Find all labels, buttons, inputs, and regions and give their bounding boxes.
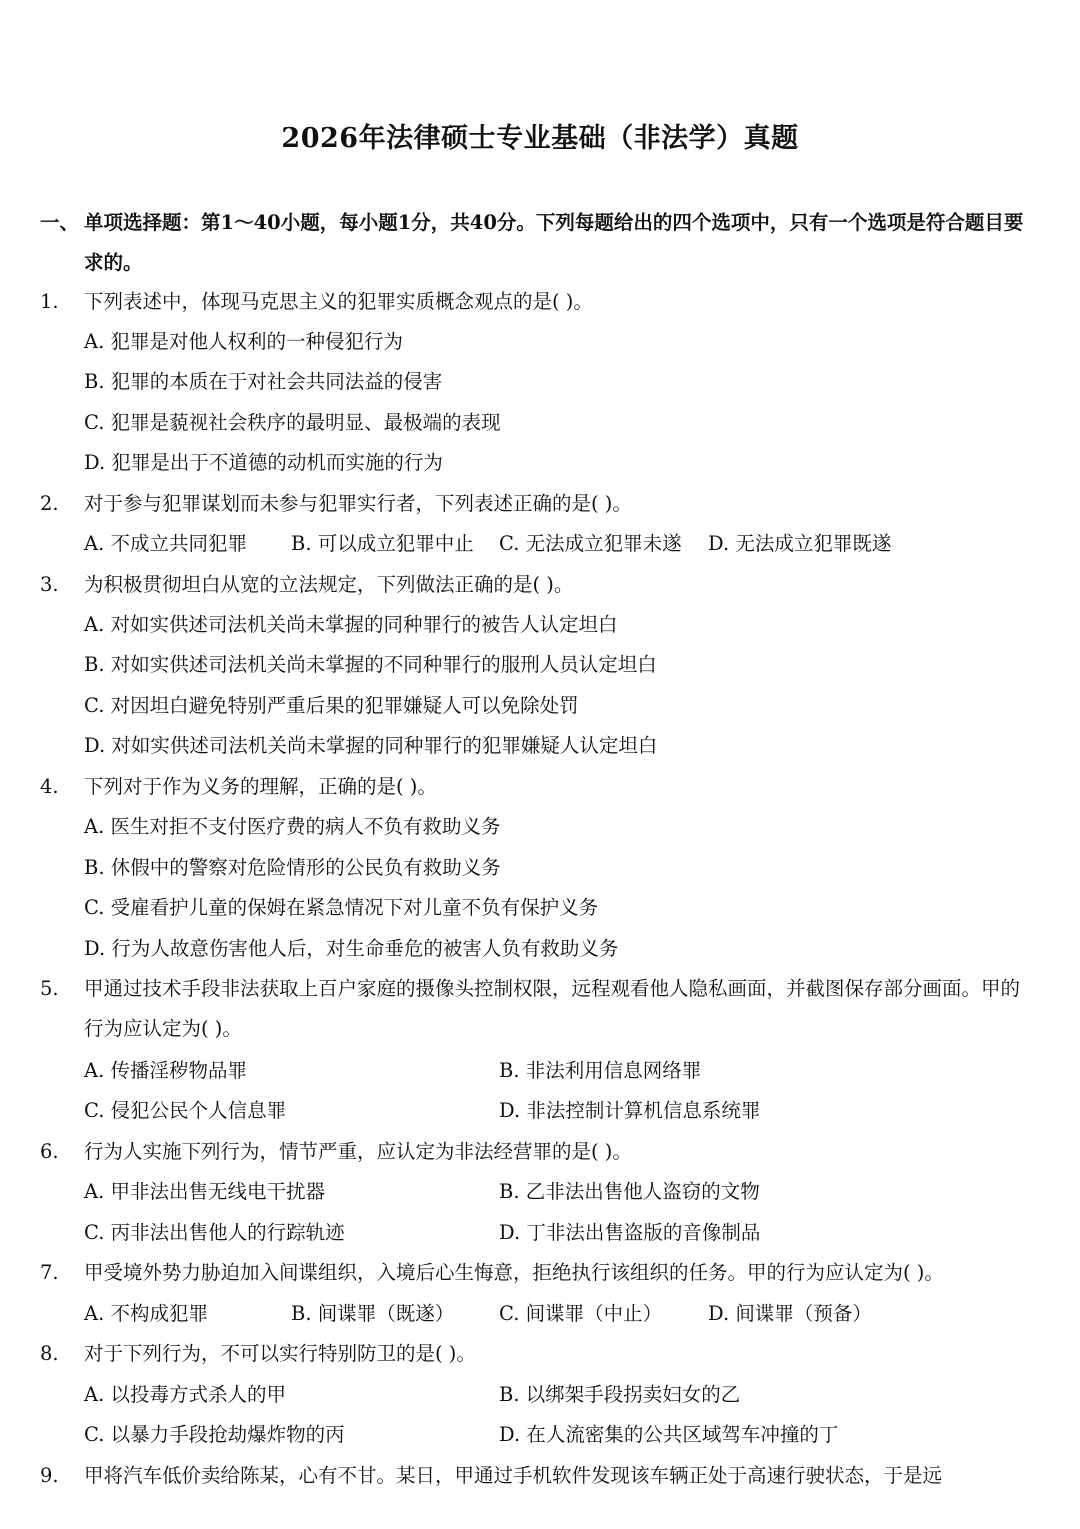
option-b: B. 非法利用信息网络罪	[499, 1059, 702, 1082]
option-c: C. 无法成立犯罪未遂	[499, 532, 682, 555]
question-text: 行为人实施下列行为，情节严重，应认定为非法经营罪的是( )。	[84, 1140, 632, 1163]
option-b: B. 休假中的警察对危险情形的公民负有救助义务	[84, 856, 501, 879]
option-b: B. 犯罪的本质在于对社会共同法益的侵害	[84, 370, 443, 393]
question-6	[40, 1132, 1030, 1172]
question-number: 2.	[40, 492, 59, 515]
option-a: A. 传播淫秽物品罪	[84, 1059, 247, 1082]
option-a: A. 不构成犯罪	[84, 1302, 208, 1325]
option-d: D. 在人流密集的公共区域驾车冲撞的丁	[499, 1423, 839, 1446]
question-4	[40, 767, 1030, 807]
option-c: C. 以暴力手段抢劫爆炸物的丙	[84, 1423, 345, 1446]
option-d: D. 间谍罪（预备）	[708, 1302, 872, 1325]
question-text: 下列表述中，体现马克思主义的犯罪实质概念观点的是( )。	[84, 290, 593, 313]
option-b: B. 乙非法出售他人盗窃的文物	[499, 1180, 760, 1203]
option-a: A. 犯罪是对他人权利的一种侵犯行为	[84, 330, 403, 353]
option-c: C. 受雇看护儿童的保姆在紧急情况下对儿童不负有保护义务	[84, 896, 599, 919]
question-number: 6.	[40, 1140, 59, 1163]
question-text: 下列对于作为义务的理解，正确的是( )。	[84, 775, 437, 798]
option-d: D. 丁非法出售盗版的音像制品	[499, 1221, 761, 1244]
question-number: 9.	[40, 1464, 59, 1487]
question-number: 8.	[40, 1342, 59, 1365]
page-title: 2026年法律硕士专业基础（非法学）真题	[281, 123, 799, 154]
question-9	[40, 1456, 1030, 1496]
option-d: D. 行为人故意伤害他人后，对生命垂危的被害人负有救助义务	[84, 937, 619, 960]
question-number: 1.	[40, 290, 59, 313]
option-a: A. 不成立共同犯罪	[84, 532, 247, 555]
option-c: C. 侵犯公民个人信息罪	[84, 1099, 287, 1122]
option-a: A. 医生对拒不支付医疗费的病人不负有救助义务	[84, 815, 501, 838]
question-number: 3.	[40, 573, 59, 596]
option-b: B. 对如实供述司法机关尚未掌握的不同种罪行的服刑人员认定坦白	[84, 653, 657, 676]
question-text: 对于下列行为，不可以实行特别防卫的是( )。	[84, 1342, 476, 1365]
option-b: B. 间谍罪（既遂）	[291, 1302, 455, 1325]
option-c: C. 犯罪是藐视社会秩序的最明显、最极端的表现	[84, 411, 501, 434]
option-c: C. 对因坦白避免特别严重后果的犯罪嫌疑人可以免除处罚	[84, 694, 579, 717]
section-heading	[40, 203, 1030, 283]
option-b: B. 以绑架手段拐卖妇女的乙	[499, 1383, 741, 1406]
question-1	[40, 282, 1030, 322]
question-2	[40, 484, 1030, 524]
question-3	[40, 565, 1030, 605]
option-c: C. 间谍罪（中止）	[499, 1302, 663, 1325]
option-a: A. 以投毒方式杀人的甲	[84, 1383, 286, 1406]
question-7	[40, 1253, 1030, 1293]
question-5	[40, 969, 1030, 1049]
option-a: A. 甲非法出售无线电干扰器	[84, 1180, 325, 1203]
question-number: 5.	[40, 977, 59, 1000]
option-a: A. 对如实供述司法机关尚未掌握的同种罪行的被告人认定坦白	[84, 613, 618, 636]
question-text: 对于参与犯罪谋划而未参与犯罪实行者，下列表述正确的是( )。	[84, 492, 632, 515]
question-text: 甲通过技术手段非法获取上百户家庭的摄像头控制权限，远程观看他人隐私画面，并截图保存部分画面。甲的行为应认定为( )。	[84, 977, 1021, 1040]
question-number: 4.	[40, 775, 59, 798]
question-text: 甲受境外势力胁迫加入间谍组织，入境后心生悔意，拒绝执行该组织的任务。甲的行为应认定为( )。	[84, 1261, 944, 1284]
option-d: D. 犯罪是出于不道德的动机而实施的行为	[84, 451, 443, 474]
option-d: D. 无法成立犯罪既遂	[708, 532, 892, 555]
question-8	[40, 1334, 1030, 1374]
question-number: 7.	[40, 1261, 59, 1284]
option-c: C. 丙非法出售他人的行踪轨迹	[84, 1221, 345, 1244]
section-instructions: 单项选择题：第1～40小题，每小题1分，共40分。下列每题给出的四个选项中，只有一个选项是符合题目要求的。	[84, 211, 1024, 274]
section-number: 一、	[40, 211, 80, 234]
option-d: D. 对如实供述司法机关尚未掌握的同种罪行的犯罪嫌疑人认定坦白	[84, 734, 658, 757]
question-text: 甲将汽车低价卖给陈某，心有不甘。某日，甲通过手机软件发现该车辆正处于高速行驶状态，于是远	[84, 1464, 943, 1487]
option-d: D. 非法控制计算机信息系统罪	[499, 1099, 761, 1122]
question-text: 为积极贯彻坦白从宽的立法规定，下列做法正确的是( )。	[84, 573, 574, 596]
option-b: B. 可以成立犯罪中止	[291, 532, 474, 555]
